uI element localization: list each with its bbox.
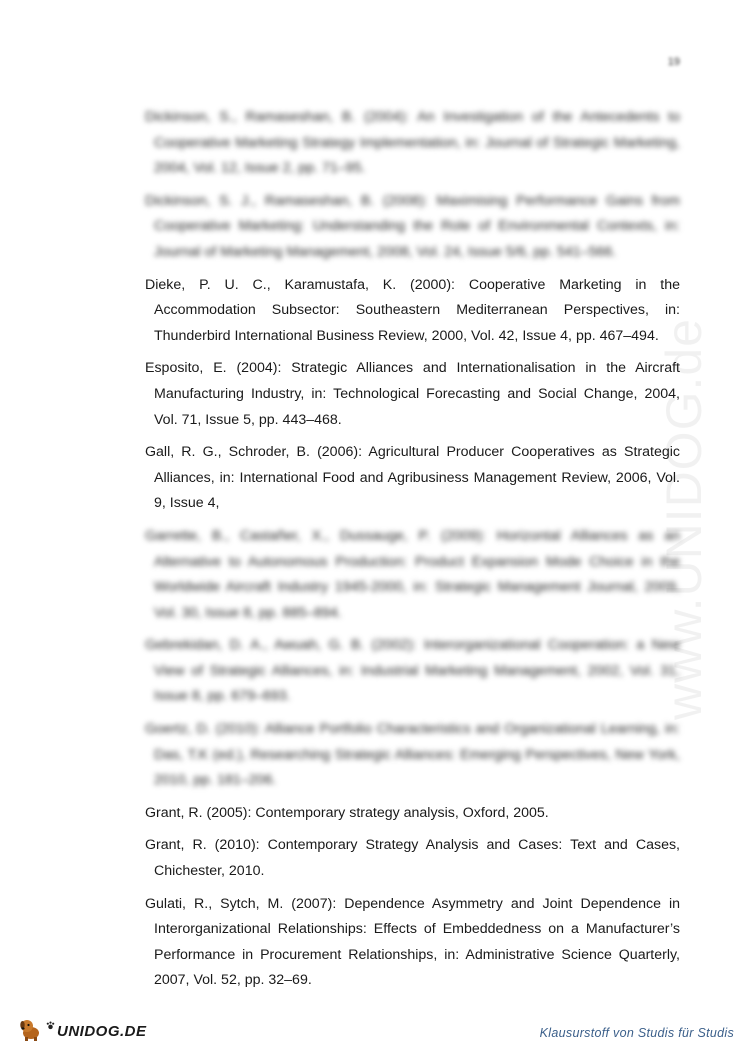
dog-icon bbox=[18, 1016, 44, 1042]
reference-item: Esposito, E. (2004): Strategic Alliances and Internationalisation in the Aircraft Manufacturing Industry, in: Technological Forecasting and Social Change, 2004, Vol. 71, Issue 5, pp. 443–468. bbox=[145, 360, 680, 428]
page-number: 19 bbox=[667, 56, 680, 68]
reference-item: Grant, R. (2010): Contemporary Strategy Analysis and Cases: Text and Cases, Chichester, 2010. bbox=[145, 837, 680, 880]
reference-item: Dickinson, S. J., Ramaseshan, B. (2008): Maximising Performance Gains from Cooperative Marketing: Understanding the Role of Environmental Contexts, in: Journal of Marketing Management, 2008, Vol. 24, Issue 5/6, pp. 541–566. bbox=[145, 192, 680, 260]
logo-text: UNIDOG.DE bbox=[57, 1023, 147, 1040]
reference-item: Dickinson, S., Ramaseshan, B. (2004): An Investigation of the Antecedents to Cooperative Marketing Strategy Implementation, in: Journal of Strategic Marketing, 2004, Vol. 12, Issue 2, pp. 71–95. bbox=[145, 109, 680, 177]
reference-item: Grant, R. (2005): Contemporary strategy analysis, Oxford, 2005. bbox=[145, 804, 549, 821]
footer-logo[interactable] bbox=[18, 1016, 147, 1042]
footer-tagline: Klausurstoff von Studis für Studis bbox=[539, 1026, 734, 1040]
paw-icon bbox=[46, 1021, 55, 1030]
reference-list bbox=[145, 105, 680, 1001]
reference-item: Gebrekidan, D. A., Awuah, G. B. (2002): Interorganizational Cooperation: a New View of Strategic Alliances, in: Industrial Marketing Management, 2002, Vol. 31, Issue 8, pp. 679–693. bbox=[145, 637, 680, 705]
reference-item: Gulati, R., Sytch, M. (2007): Dependence Asymmetry and Joint Dependence in Interorganizational Relationships: Effects of Embeddedness on a Manufacturer’s Performance in Procurement Relationships, in: Administrative Science Quarterly, 2007, Vol. 52, pp. 32–69. bbox=[145, 895, 680, 989]
reference-item: Dieke, P. U. C., Karamustafa, K. (2000): Cooperative Marketing in the Accommodation Subsector: Southeastern Mediterranean Perspectives, in: Thunderbird International Business Review, 2000, Vol. 42, Issue 4, pp. 467–494. bbox=[145, 276, 680, 344]
reference-item: Garrette, B., Castañer, X., Dussauge, P. (2009): Horizontal Alliances as an Alternative to Autonomous Production: Product Expansion Mode Choice in the Worldwide Aircraft Industry 1945-2000, in: Strategic Management Journal, 2009, Vol. 30, Issue 8, pp. 885–894. bbox=[145, 527, 680, 621]
reference-item: Goertz, D. (2010): Alliance Portfolio Characteristics and Organizational Learning, in: Das, T.K (ed.), Researching Strategic Alliances: Emerging Perspectives, New York, 2010, pp. 181–206. bbox=[145, 721, 680, 789]
reference-item: Gall, R. G., Schroder, B. (2006): Agricultural Producer Cooperatives as Strategic Alliances, in: International Food and Agribusiness Management Review, 2006, Vol. 9, Issue 4, bbox=[145, 444, 680, 512]
watermark: www.UNIDOG.de bbox=[656, 318, 712, 720]
